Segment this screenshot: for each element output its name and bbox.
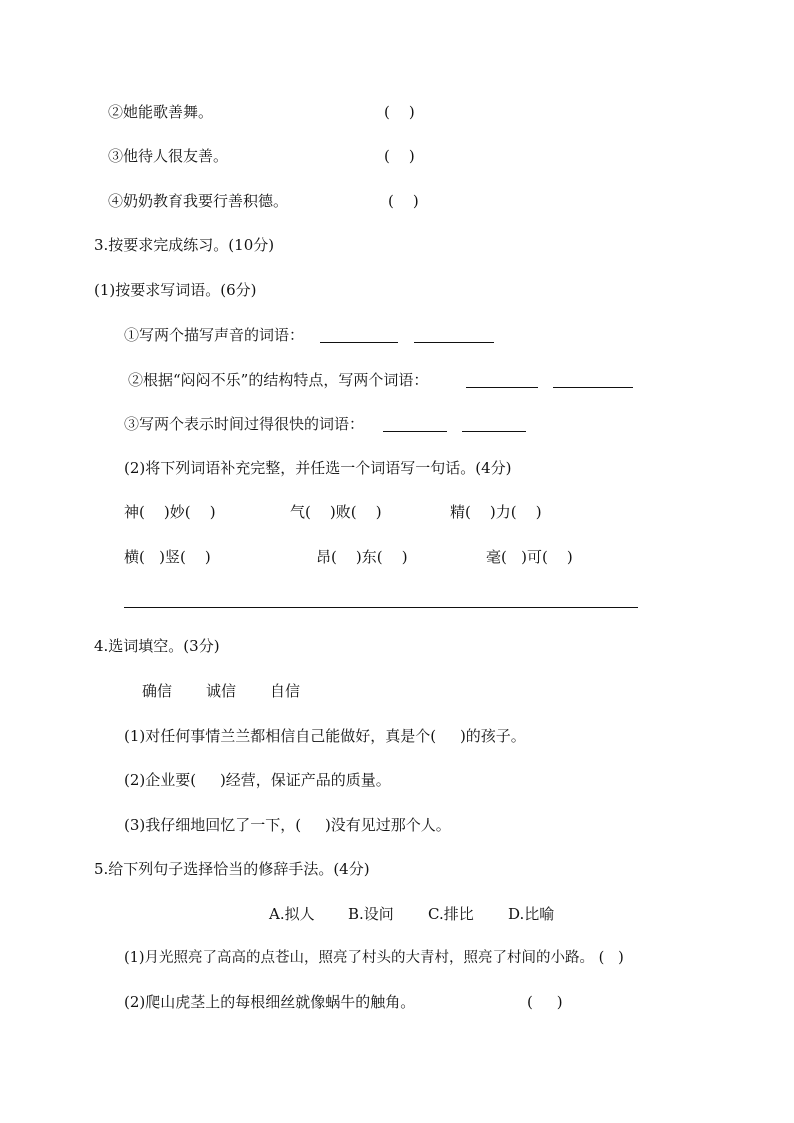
q4-item-2: (2)企业要( )经营，保证产品的质量。 [124, 771, 391, 789]
q2-item-4: ④奶奶教育我要行善积德。 [108, 192, 289, 210]
q4-option-2: 诚信 [206, 682, 237, 700]
q2-item-2: ②她能歌善舞。 [108, 103, 214, 121]
q3-heading: 3.按要求完成练习。(10分) [94, 236, 275, 254]
q3-item-3-blank-2[interactable] [462, 431, 526, 432]
q3-item-2-blank-1[interactable] [466, 387, 538, 388]
q4-option-1: 确信 [142, 682, 173, 700]
q3-item-2: ②根据“闷闷不乐”的结构特点，写两个词语： [128, 371, 429, 389]
q5-item-2: (2)爬山虎茎上的每根细丝就像蜗牛的触角。 [124, 993, 416, 1011]
q3-row2-word-2: 昂( )东( ) [316, 548, 408, 566]
q2-item-3-answer-paren: ( ) [384, 147, 415, 165]
q4-item-3: (3)我仔细地回忆了一下，( )没有见过那个人。 [124, 816, 451, 834]
q4-item-1: (1)对任何事情兰兰都相信自己能做好，真是个( )的孩子。 [124, 727, 526, 745]
q5-option-b: B.设问 [348, 905, 394, 923]
q3-part2-heading: (2)将下列词语补充完整，并任选一个词语写一句话。(4分) [124, 459, 512, 477]
q3-part1-heading: (1)按要求写词语。(6分) [94, 281, 257, 299]
q4-option-3: 自信 [270, 682, 301, 700]
q5-heading: 5.给下列句子选择恰当的修辞手法。(4分) [94, 860, 370, 878]
q3-item-1-blank-2[interactable] [414, 342, 494, 343]
q5-option-a: A.拟人 [269, 905, 315, 923]
q5-option-c: C.排比 [428, 905, 474, 923]
q5-option-d: D.比喻 [508, 905, 555, 923]
q2-item-2-answer-paren: ( ) [384, 103, 415, 121]
q3-row2-word-3: 毫( )可( ) [486, 548, 573, 566]
q3-sentence-answer-line[interactable] [124, 607, 638, 608]
q3-item-3: ③写两个表示时间过得很快的词语： [124, 415, 365, 433]
q5-item-1: (1)月光照亮了高高的点苍山，照亮了村头的大青村，照亮了村间的小路。 ( ) [124, 950, 624, 966]
q3-item-1-blank-1[interactable] [320, 342, 398, 343]
q3-row2-word-1: 横( )竖( ) [124, 548, 211, 566]
q4-heading: 4.选词填空。(3分) [94, 637, 220, 655]
q3-item-3-blank-1[interactable] [383, 431, 447, 432]
q5-item-2-answer-paren: ( ) [527, 993, 563, 1011]
q3-row1-word-2: 气( )败( ) [290, 503, 382, 521]
q3-row1-word-1: 神( )妙( ) [124, 503, 216, 521]
q2-item-4-answer-paren: ( ) [388, 192, 419, 210]
q3-item-1: ①写两个描写声音的词语： [124, 326, 305, 344]
q3-row1-word-3: 精( )力( ) [450, 503, 542, 521]
q3-item-2-blank-2[interactable] [553, 387, 633, 388]
q2-item-3: ③他待人很友善。 [108, 147, 229, 165]
